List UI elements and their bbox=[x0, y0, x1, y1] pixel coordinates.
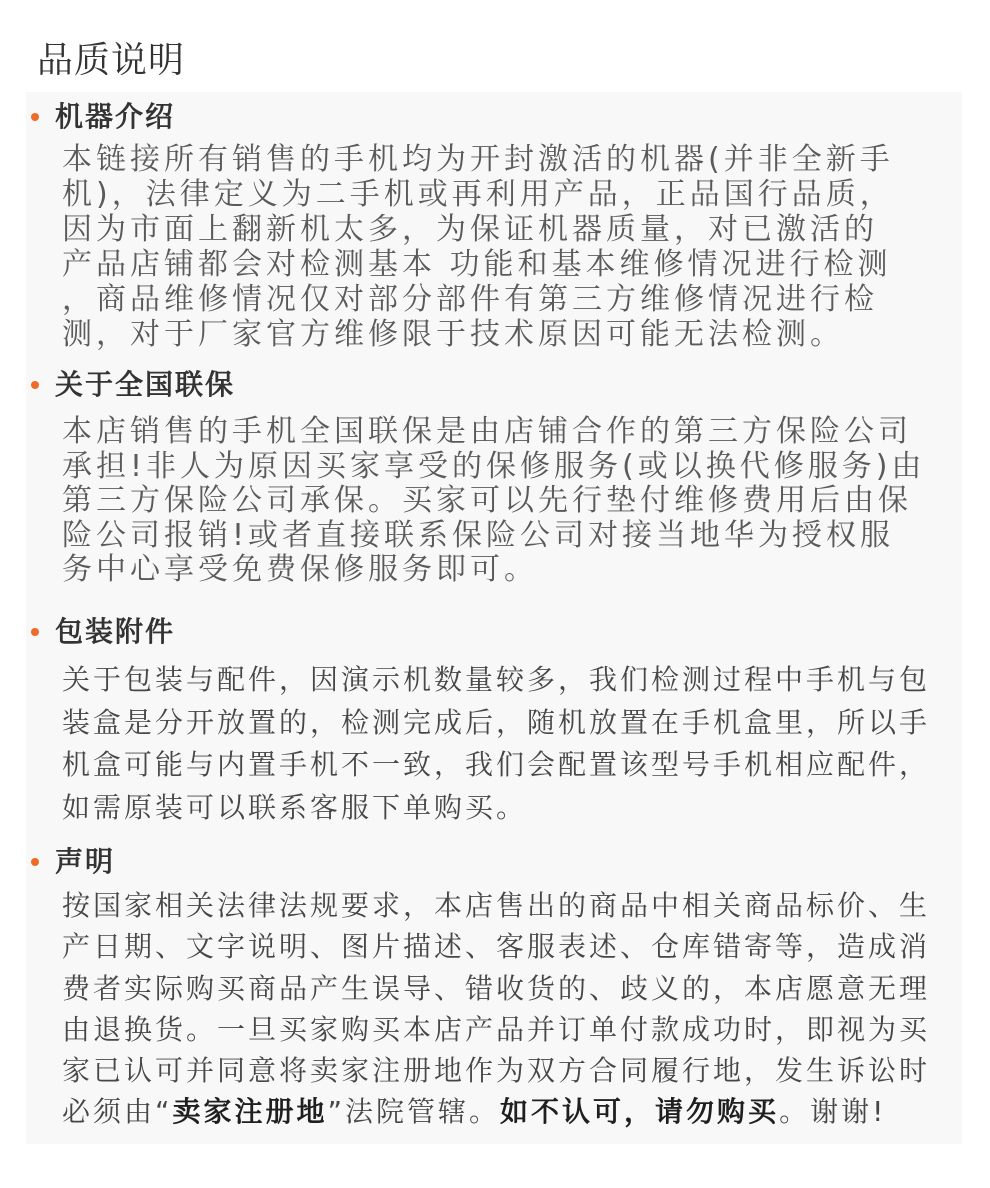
body-line: 险公司报销!或者直接联系保险公司对接当地华为授权服 bbox=[62, 517, 895, 553]
body-line: ，商品维修情况仅对部分部件有第三方维修情况进行检 bbox=[62, 282, 878, 317]
body-line: 按国家相关法律法规要求，本店售出的商品中相关商品标价、生 bbox=[62, 889, 931, 922]
body-line: 本店销售的手机全国联保是由店铺合作的第三方保险公司 bbox=[62, 414, 912, 449]
bullet-dot-icon bbox=[31, 858, 39, 866]
body-line: 测，对于厂家官方维修限于技术原因可能无法检测。 bbox=[62, 317, 844, 352]
final-line-middle: ”法院管辖。 bbox=[327, 1095, 501, 1129]
statement-text bbox=[62, 885, 930, 1133]
section-heading-national-warranty bbox=[31, 365, 235, 405]
body-line: 关于包装与配件，因演示机数量较多，我们检测过程中手机与包 bbox=[62, 663, 931, 696]
section-heading-statement bbox=[31, 842, 115, 882]
section-heading-text: 声明 bbox=[55, 845, 116, 878]
body-line: 由退换货。一旦买家购买本店产品并订单付款成功时，即视为买 bbox=[62, 1012, 931, 1046]
body-line: 承担!非人为原因买家享受的保修服务(或以换代修服务)由 bbox=[62, 448, 926, 484]
section-heading-text: 机器介绍 bbox=[55, 100, 176, 133]
body-line: 家已认可并同意将卖家注册地作为双方合同履行地，发生诉讼时 bbox=[62, 1054, 931, 1088]
bullet-dot-icon bbox=[31, 113, 39, 121]
national-warranty-text bbox=[62, 415, 925, 588]
do-not-buy-warning-emphasis: 如不认可，请勿购买 bbox=[500, 1095, 780, 1129]
body-line: 机)，法律定义为二手机或再利用产品，正品国行品质， bbox=[62, 177, 894, 212]
section-heading-text: 包装附件 bbox=[55, 615, 176, 648]
final-line-tail: 。谢谢! bbox=[779, 1095, 887, 1129]
bullet-dot-icon bbox=[31, 628, 39, 636]
section-heading-packaging-accessories bbox=[31, 612, 175, 652]
body-line: 装盒是分开放置的，检测完成后，随机放置在手机盒里，所以手 bbox=[62, 705, 931, 739]
packaging-accessories-text bbox=[62, 659, 930, 830]
body-line: 务中心享受免费保修服务即可。 bbox=[62, 552, 538, 587]
body-line: 机盒可能与内置手机不一致，我们会配置该型号手机相应配件， bbox=[62, 748, 931, 782]
body-line-final bbox=[62, 1091, 930, 1132]
body-line: 产日期、文字说明、图片描述、客服表述、仓库错寄等，造成消 bbox=[62, 930, 931, 964]
section-heading-text: 关于全国联保 bbox=[55, 368, 236, 401]
final-line-lead: 必须由“ bbox=[62, 1095, 173, 1129]
body-line: 费者实际购买商品产生误导、错收货的、歧义的，本店愿意无理 bbox=[62, 971, 931, 1005]
body-line: 如需原装可以联系客服下单购买。 bbox=[62, 791, 528, 825]
body-line: 产品店铺都会对检测基本 功能和基本维修情况进行检测 bbox=[62, 247, 892, 282]
body-line: 因为市面上翻新机太多，为保证机器质量，对已激活的 bbox=[62, 212, 878, 247]
body-line: 本链接所有销售的手机均为开封激活的机器(并非全新手 bbox=[62, 142, 894, 177]
seller-registered-location-emphasis: 卖家注册地 bbox=[172, 1095, 328, 1129]
page-title: 品质说明 bbox=[37, 40, 186, 81]
body-line: 第三方保险公司承保。买家可以先行垫付维修费用后由保 bbox=[62, 483, 912, 518]
bullet-dot-icon bbox=[31, 381, 39, 389]
machine-intro-text bbox=[62, 142, 894, 352]
section-heading-machine-intro bbox=[31, 97, 175, 137]
